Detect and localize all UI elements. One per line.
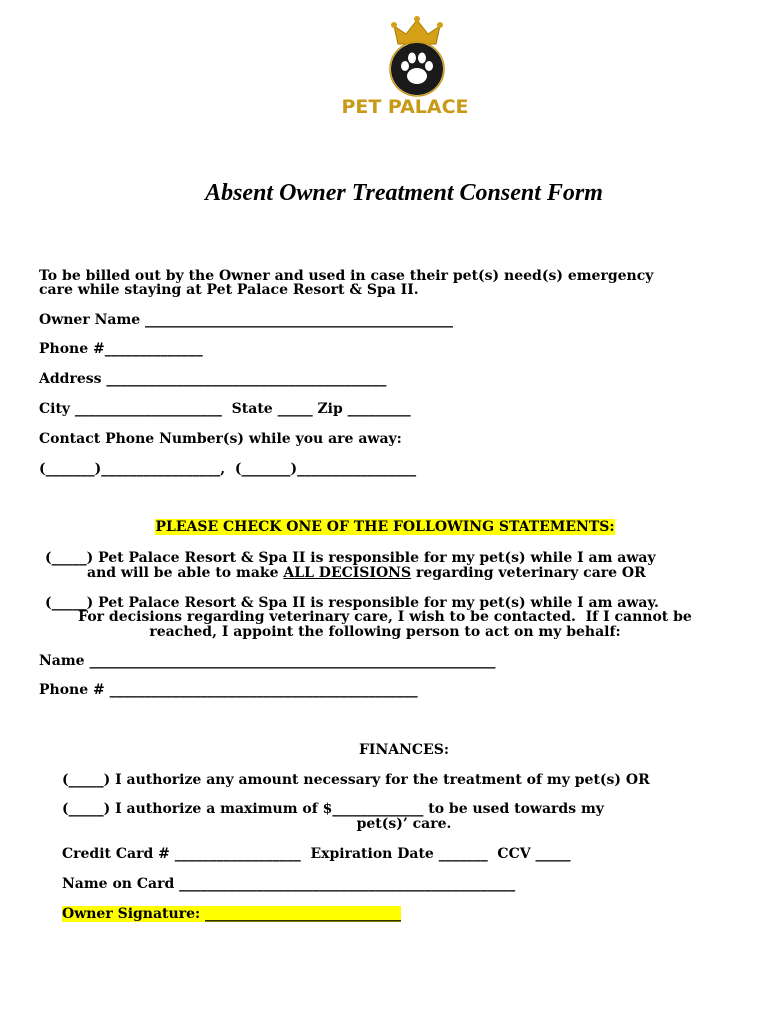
owner-address-field[interactable]: Address ________________________________________ — [39, 371, 387, 387]
owner-signature-field[interactable]: Owner Signature: ____________________________ — [62, 906, 402, 922]
designee-name-field[interactable]: Name __________________________________________________________ — [39, 653, 496, 669]
finance-option-maximum[interactable]: (_____) I authorize a maximum of $_____________ to be used towards my — [62, 801, 604, 817]
statement-option-2[interactable]: (_____) Pet Palace Resort & Spa II is responsible for my pet(s) while I am away. — [45, 595, 659, 611]
statement-option-1[interactable]: (_____) Pet Palace Resort & Spa II is responsible for my pet(s) while I am away — [45, 550, 656, 566]
owner-name-field[interactable]: Owner Name ____________________________________________ — [39, 312, 454, 328]
contact-phone-fields[interactable]: (_______)_________________, (_______)_________________ — [39, 461, 417, 477]
brand-name: PET PALACE — [341, 96, 469, 118]
name-on-card-field[interactable]: Name on Card ________________________________________________ — [62, 876, 516, 892]
intro-line-2: care while staying at Pet Palace Resort & Spa II. — [39, 282, 419, 298]
owner-phone-field[interactable]: Phone #______________ — [39, 341, 203, 357]
statement-option-1-line-2: and will be able to make ALL DECISIONS regarding veterinary care OR — [87, 565, 646, 581]
crown-icon — [391, 16, 443, 44]
designee-phone-field[interactable]: Phone # ____________________________________________ — [39, 682, 418, 698]
contact-phone-label: Contact Phone Number(s) while you are away: — [39, 431, 402, 447]
statement-option-2-line-3: reached, I appoint the following person to act on my behalf: — [149, 624, 621, 640]
finances-heading: FINANCES: — [358, 742, 450, 758]
finance-option-any-amount[interactable]: (_____) I authorize any amount necessary for the treatment of my pet(s) OR — [62, 772, 650, 788]
form-title: Absent Owner Treatment Consent Form — [205, 180, 603, 206]
credit-card-fields[interactable]: Credit Card # __________________ Expiration Date _______ CCV _____ — [62, 846, 571, 862]
finance-option-maximum-line-2: pet(s)’ care. — [356, 816, 452, 832]
statements-heading: PLEASE CHECK ONE OF THE FOLLOWING STATEMENTS: — [155, 519, 615, 535]
owner-city-state-zip-field[interactable]: City _____________________ State _____ Zip _________ — [39, 401, 411, 417]
statement-option-2-line-2: For decisions regarding veterinary care, I wish to be contacted. If I cannot be — [78, 609, 692, 625]
intro-line-1: To be billed out by the Owner and used in case their pet(s) need(s) emergency — [39, 268, 654, 284]
